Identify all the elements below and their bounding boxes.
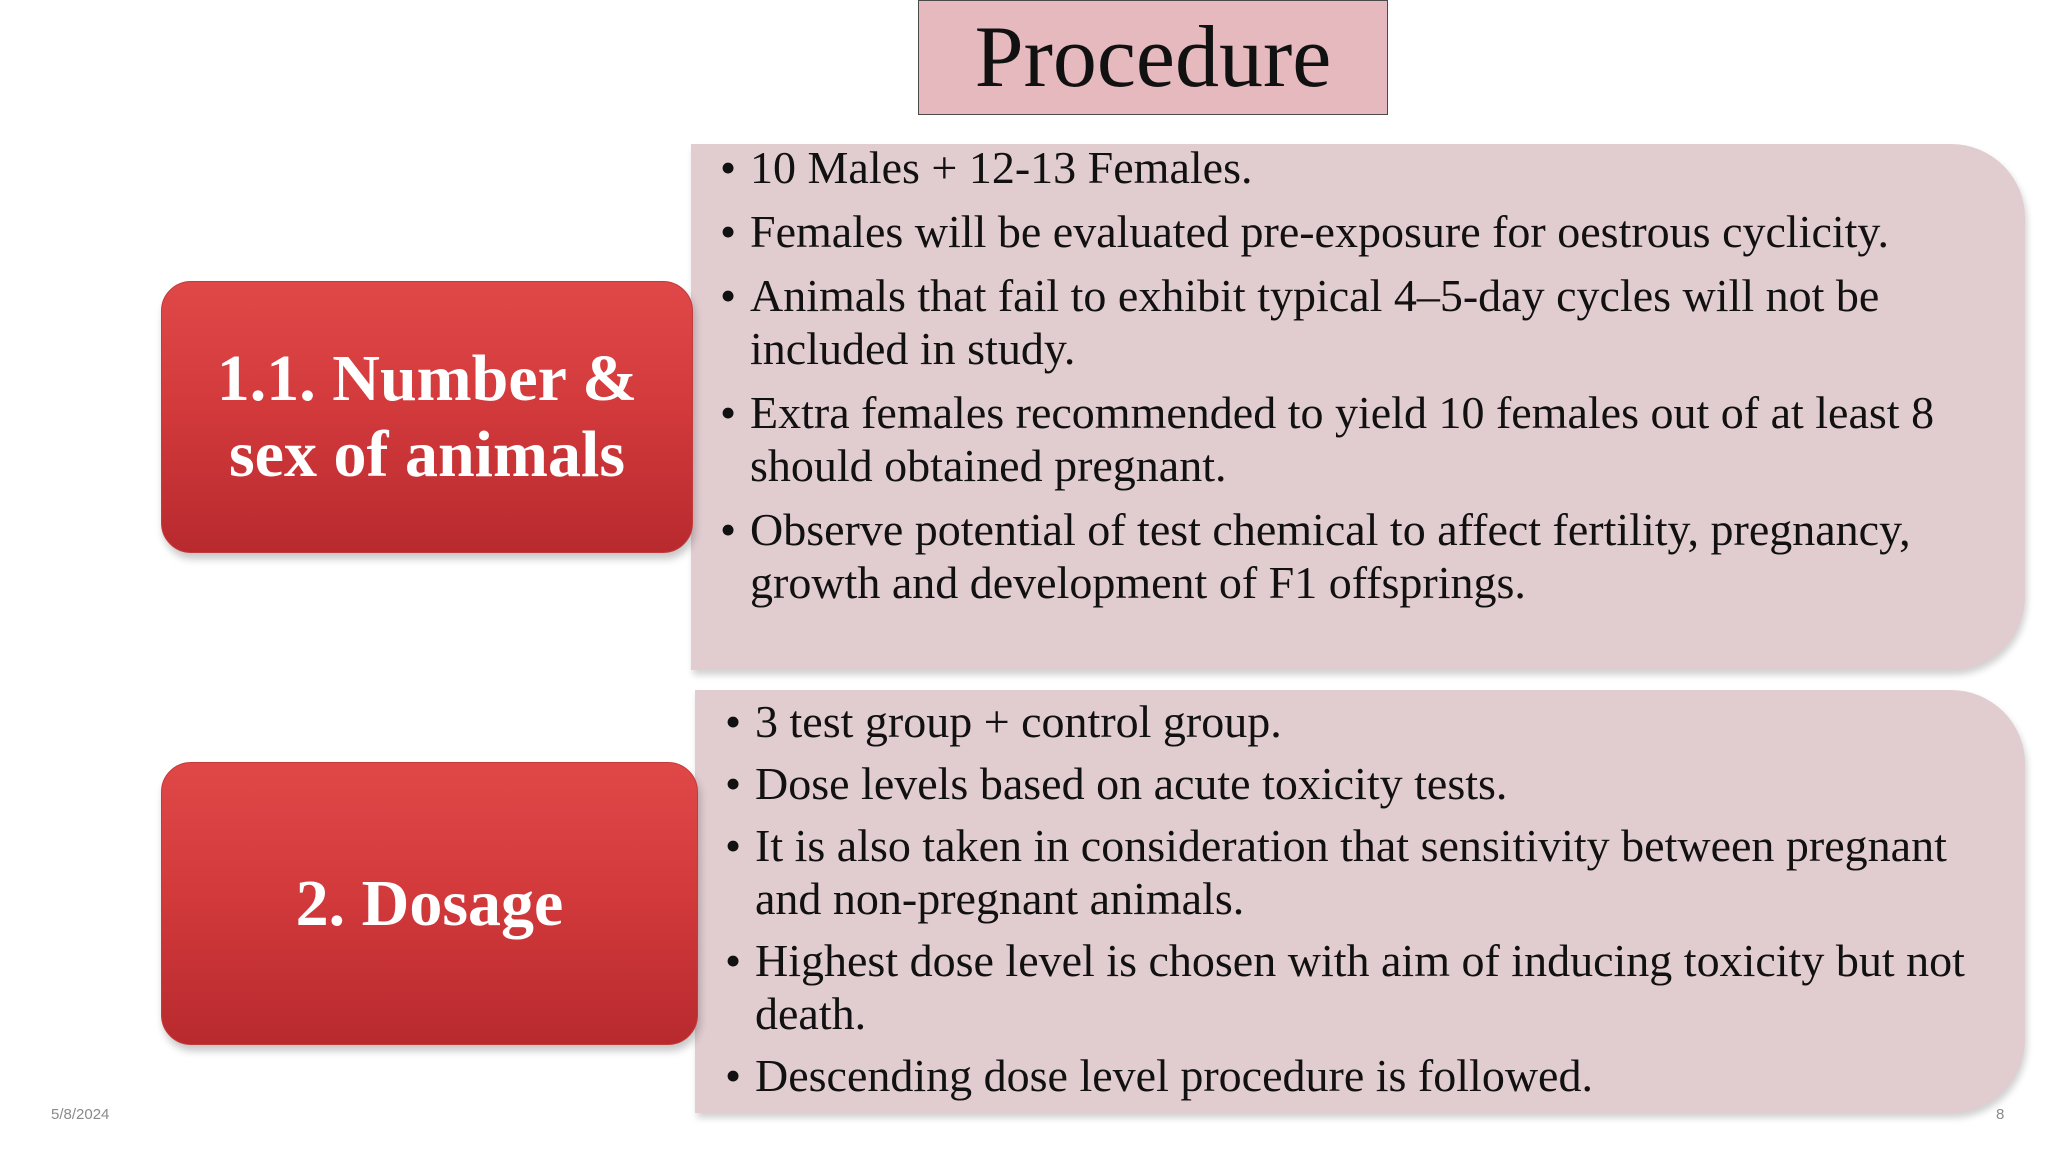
bullet-item: • Dose levels based on acute toxicity tests. (725, 757, 1985, 810)
bullet-item: • It is also taken in consideration that sensitivity between pregnant and non-pregnant animals. (725, 819, 1985, 925)
section-2-label-text: 2. Dosage (295, 866, 564, 940)
bullet-item: • Observe potential of test chemical to affect fertility, pregnancy, growth and development of F1 offsprings. (720, 503, 1985, 609)
section-1-label (161, 281, 693, 553)
bullet-item: • Animals that fail to exhibit typical 4–5-day cycles will not be included in study. (720, 269, 1985, 375)
slide-title-text: Procedure (974, 8, 1332, 106)
section-2-content-panel (695, 690, 2025, 1113)
section-1-bullet-list (720, 141, 1985, 609)
slide-title (918, 0, 1388, 115)
section-1-label-text: 1.1. Number & sex of animals (216, 342, 638, 491)
section-2-bullet-list (725, 695, 1985, 1102)
bullet-item: • Females will be evaluated pre-exposure for oestrous cyclicity. (720, 205, 1985, 258)
footer-page-number: 8 (1996, 1106, 2005, 1123)
bullet-item: • 3 test group + control group. (725, 695, 1985, 748)
bullet-item: • Extra females recommended to yield 10 females out of at least 8 should obtained pregnant. (720, 386, 1985, 492)
bullet-item: • 10 Males + 12-13 Females. (720, 141, 1985, 194)
footer-date: 5/8/2024 (51, 1106, 110, 1123)
section-2-label (161, 762, 698, 1045)
bullet-item: • Highest dose level is chosen with aim of inducing toxicity but not death. (725, 934, 1985, 1040)
section-1-content-panel (691, 144, 2025, 670)
bullet-item: • Descending dose level procedure is followed. (725, 1049, 1985, 1102)
